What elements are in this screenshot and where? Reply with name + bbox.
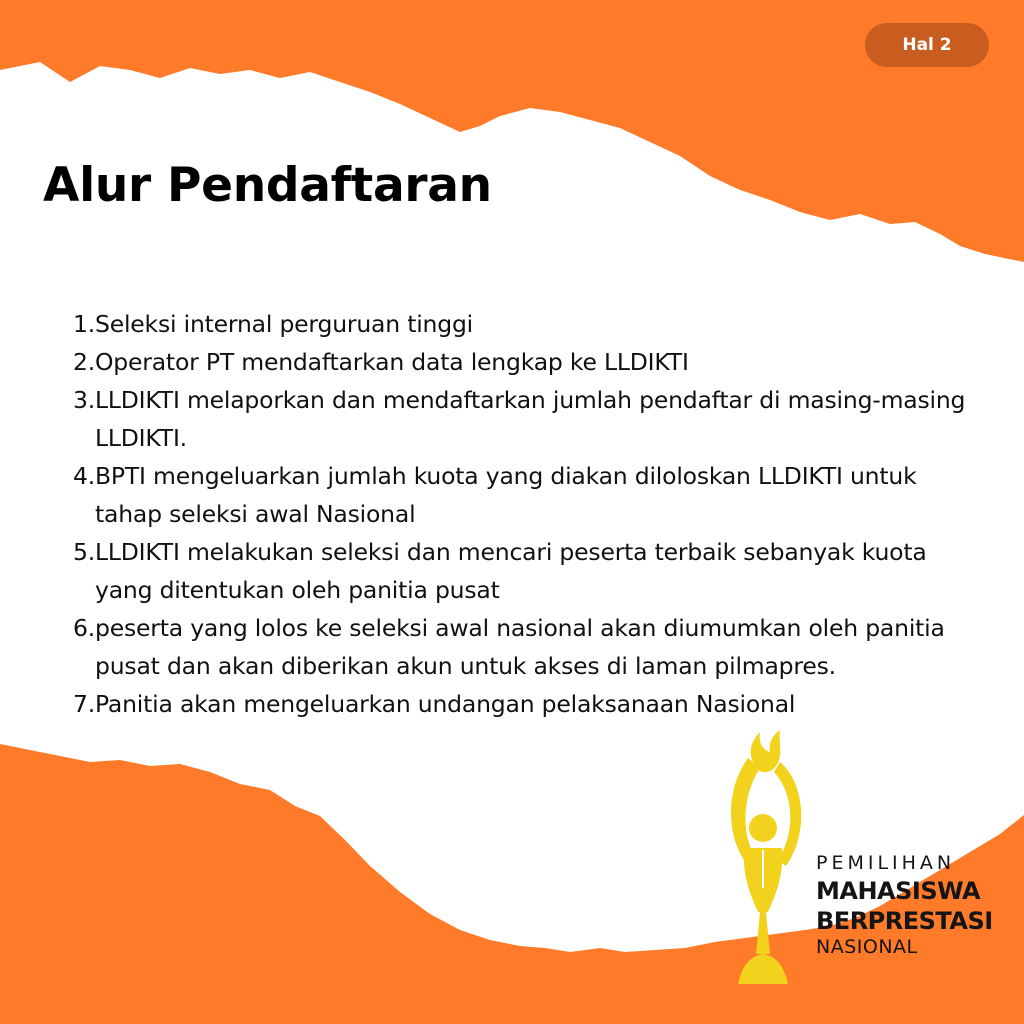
page-title: Alur Pendaftaran (43, 158, 492, 213)
step-number: 1. (72, 310, 95, 338)
step-text: Operator PT mendaftarkan data lengkap ke LLDIKTI (95, 348, 689, 376)
trophy-figure-icon (718, 728, 828, 988)
logo-line-berprestasi: BERPRESTASI (816, 907, 993, 935)
step-text: Panitia akan mengeluarkan undangan pelaksanaan Nasional (95, 690, 796, 718)
registration-steps-list (64, 305, 984, 723)
step-number: 3. (72, 386, 95, 414)
step-item-6 (64, 609, 984, 685)
step-item-1 (64, 305, 984, 343)
logo-line-nasional: NASIONAL (816, 936, 918, 958)
step-number: 7. (72, 690, 95, 718)
step-item-7 (64, 685, 984, 723)
step-item-4 (64, 457, 984, 533)
step-text: Seleksi internal perguruan tinggi (95, 310, 474, 338)
step-number: 2. (72, 348, 95, 376)
step-text: LLDIKTI melakukan seleksi dan mencari peserta terbaik sebanyak kuota yang ditentukan oleh panitia pusat (95, 538, 927, 604)
step-text: LLDIKTI melaporkan dan mendaftarkan jumlah pendaftar di masing-masing LLDIKTI. (95, 386, 966, 452)
logo-line-pemilihan: PEMILIHAN (816, 852, 956, 874)
step-item-3 (64, 381, 984, 457)
logo-line-mahasiswa: MAHASISWA (816, 877, 981, 905)
step-text: BPTI mengeluarkan jumlah kuota yang diakan diloloskan LLDIKTI untuk tahap seleksi awal Nasional (95, 462, 917, 528)
step-number: 6. (72, 614, 95, 642)
step-number: 4. (72, 462, 95, 490)
step-number: 5. (72, 538, 95, 566)
page-number-badge: Hal 2 (865, 23, 989, 67)
step-item-5 (64, 533, 984, 609)
step-item-2 (64, 343, 984, 381)
logo-wordmark (816, 850, 993, 958)
step-text: peserta yang lolos ke seleksi awal nasional akan diumumkan oleh panitia pusat dan akan diberikan akun untuk akses di laman pilmapres. (95, 614, 945, 680)
